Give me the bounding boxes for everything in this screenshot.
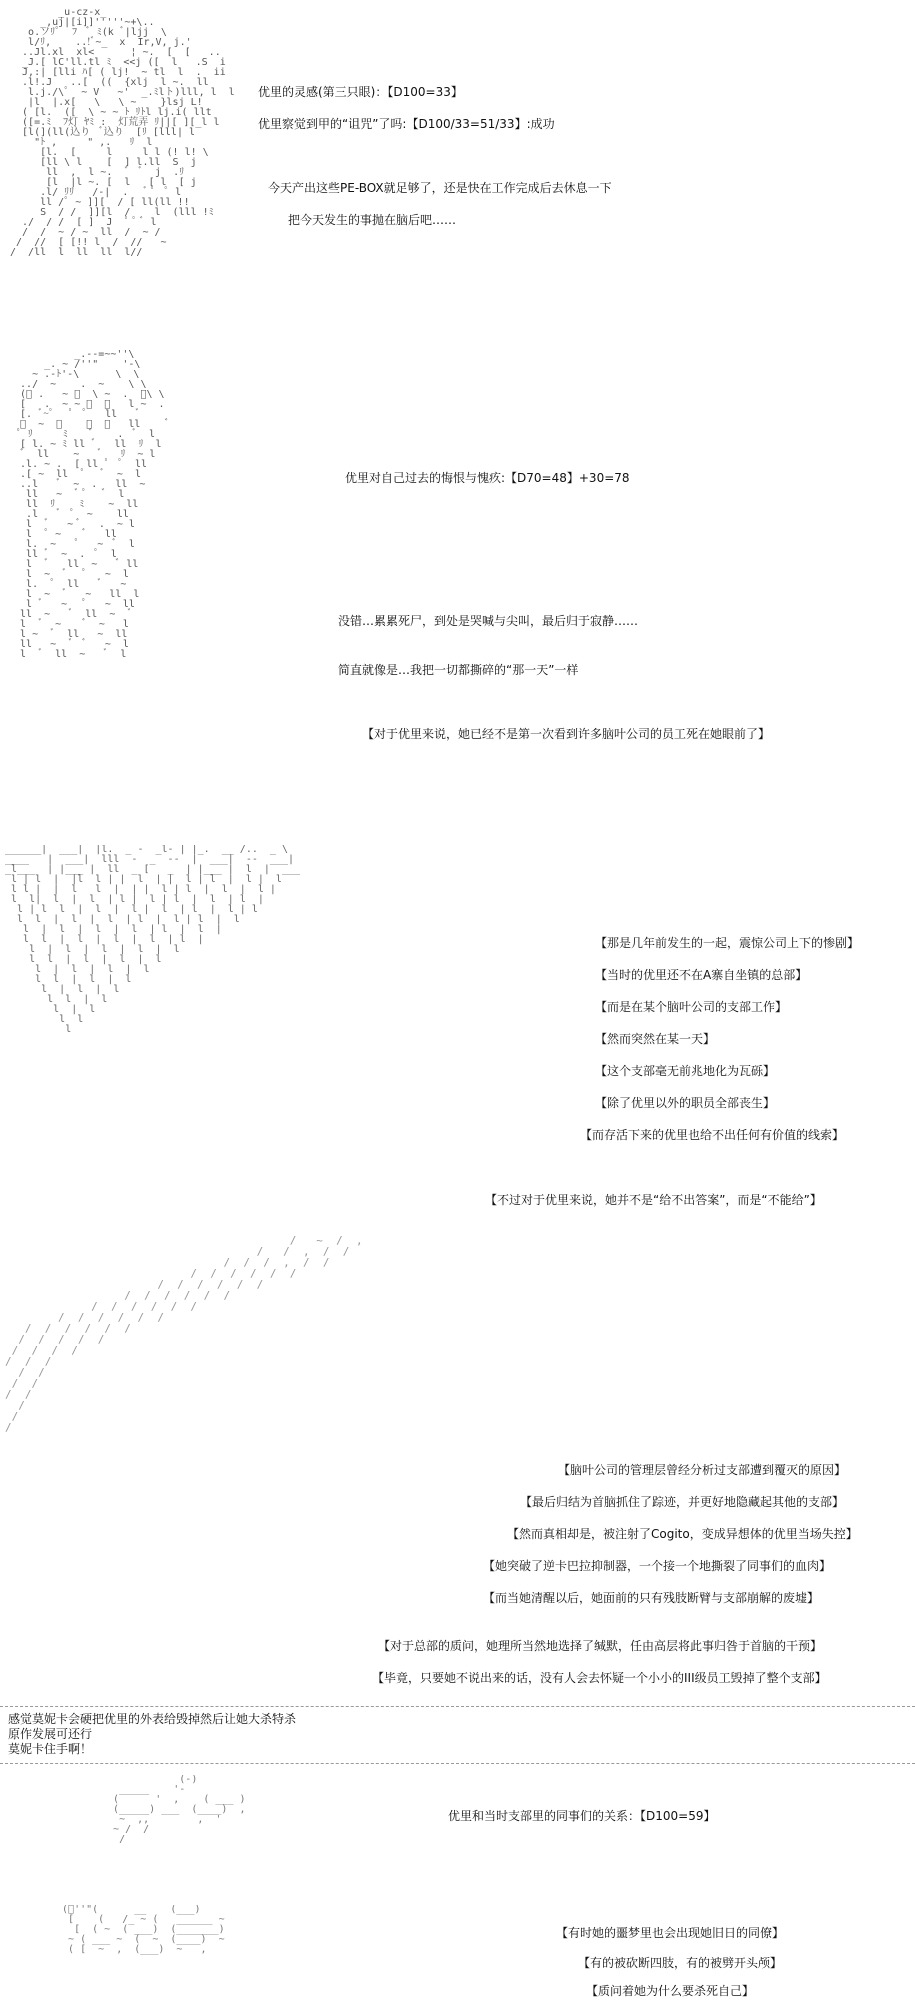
ascii-art-colleagues: (-) _____ '- ( ' , ( ___ ) (_____) ___ (____) , ~ ,, , ' ~ / / / <box>113 1775 246 1845</box>
caption-branch: 【而是在某个脑叶公司的支部工作】 <box>595 1000 788 1014</box>
comment-line-3: 莫妮卡住手啊！ <box>8 1742 93 1756</box>
comment-line-1: 感觉莫妮卡会硬把优里的外表给毁掉然后让她大杀特杀 <box>8 1712 297 1726</box>
caption-relationship: 优里和当时支部里的同事们的关系：【D100=59】 <box>448 1809 716 1823</box>
caption-pe-box: 今天产出这些PE-BOX就足够了，还是快在工作完成后去休息一下 <box>268 181 612 195</box>
caption-not-hq: 【当时的优里还不在A寨自坐镇的总部】 <box>595 968 808 982</box>
caption-all-died: 【除了优里以外的职员全部丧生】 <box>595 1096 776 1110</box>
caption-truth: 【然而真相却是，被注射了Cogito，变成异想体的优里当场失控】 <box>507 1527 858 1541</box>
caption-not-first-time: 【对于优里来说，她已经不是第一次看到许多脑叶公司的员工死在她眼前了】 <box>362 727 771 741</box>
caption-secret: 【毕竟，只要她不说出来的话，没有人会去怀疑一个小小的III级员工毁掉了整个支部】 <box>372 1671 827 1685</box>
ascii-art-nightmare: (ﾟ''"( __ (___) [ ( /_ ~ ( ______ ~ [ ( ~ ( ___) (_______) ~ ( ___ ~ ( ~ (____) ~ ( [ ~ , (___) ~ , <box>62 1905 225 1955</box>
caption-dismembered: 【有的被砍断四肢，有的被劈开头颅】 <box>578 1956 783 1970</box>
ascii-art-figure-1: _u-cz-x_ _,uj|[i]]'''''~+\.. o.ソﾘﾟ ﾌ ﾞ ﾐ(k ﾞ|ljj \ l/ﾘ, ..!ﾞ~_ x Ir,V, j.' ..Jl.xl xl< ¦ ~. [ [ .. _J.[ lC'll.tl ﾐ <<j ([ l .S i J,:| [lli ﾊ[ ( lj! ~ tl l . ii .l!.J ..[ (( {xlj l ~. ll l.j./\ﾟ ~ V ~' _.ﾐlト)lll, l l |l |.x[ \ \ ~ }lsj L! ( [l. ([ \ ~ ~ ﾄ ﾘﾄl lj.i( llt ([=.ﾐ ﾌ灯 ﾔﾐ : 灯荒弄 ﾘ||[ ][_l l [l(](ll(込り ﾞ込り [ﾘ [lll| l "ﾄ , " ,. ﾘ l [l. [ l l l (! l! \ [ll \ l [ ] l.ll S j ll , l ~. ﾞ ﾞ j .ﾘ [l |l ~. [ l [ l [ j .l/ ﾘﾘ /-| . ﾞ ﾟ ﾟ l ll /ﾟ ~ ]][ / [ ll(ll !! S / / ]][l / l (lll !ﾐ ./ / / [ ] J ﾟ ﾟ ﾞ l / / ~ / ~ ll / ~ / / // [ [!! l / // ~ / /ll l ll ll l// <box>10 8 235 258</box>
ascii-art-figure-2: _.--=~~''\ _. ~ /''" '-\ ~ .-ﾄ'-\ \ \ ../ ~ . ~ \ \ (ﾞ . ~ ﾞ \ ~ . ﾞ\ \ [ . ~ ~ ﾟ ﾞ l ~ . [. ﾞ~ﾟ ﾟ ﾟ ll ﾞ ﾟ ~ ﾞ ﾞ ﾞ ll ﾞ ﾟ ﾘ ﾐ ﾞ . ﾞ l [ l. ~ ﾐ ll ﾞ ll ﾘ l ﾞ ll ~ ﾞ ﾘ ~ l .l. ~ . [ ll ﾟ ﾟ ll .[ ~ ll ﾟ ﾞ ~ l ..l ﾞ ~ . ll ~ ll ~ ﾞ ﾟ ﾞ l ll ﾘ ﾐ ~ ll .l ﾞ ﾟ ~ ll l ﾞ ~ ﾞ . ~ l l ﾟ ~ ﾞ ll l. ~ ﾟ ~ ﾞ l ll ﾞ ~ . ﾟ l l ﾞ ll ~ ﾞ ll l ~ ﾞ ﾟ ~ l l. ﾟ ll ﾞ ~ l ~ ﾞ ~ ll l l ﾞ ~ ﾟ ~ ll ll ~ ﾞ ll ~ ﾞ l ﾞ ~ ﾞ ~ l l ~ ﾞ ll ~ ll ll ~ ﾞ ﾞ ~ l l ﾞ ll ~ ﾞ l <box>14 350 170 660</box>
caption-cannot-give: 【不过对于优里来说，她并不是“给不出答案”，而是“不能给”】 <box>485 1193 822 1207</box>
caption-breakthrough: 【她突破了逆卡巴拉抑制器，一个接一个地撕裂了同事们的血肉】 <box>483 1559 832 1573</box>
divider-bottom <box>0 1763 915 1764</box>
ascii-art-claw-slash: / ~ / , / / , / / / / / , / / / / / / / / / / / / / / / / / / / / / / / / / / / / / / / / / / / / / / / / / / / / / / / / / / / / / / / / / / / <box>5 1235 363 1434</box>
caption-question: 【质问着她为什么要杀死自己】 <box>586 1984 755 1998</box>
divider-top <box>0 1706 915 1707</box>
caption-analysis: 【脑叶公司的管理层曾经分析过支部遭到覆灭的原因】 <box>558 1463 847 1477</box>
caption-nightmare: 【有时她的噩梦里也会出现她旧日的同僚】 <box>556 1926 785 1940</box>
caption-corpses: 没错…累累死尸，到处是哭喊与尖叫，最后归于寂静…… <box>338 614 639 628</box>
caption-tragedy: 【那是几年前发生的一起，震惊公司上下的惨剧】 <box>595 936 860 950</box>
comment-line-2: 原作发展可还行 <box>8 1727 93 1741</box>
caption-rubble: 【这个支部毫无前兆地化为瓦砾】 <box>595 1064 776 1078</box>
caption-no-clue: 【而存活下来的优里也给不出任何有价值的线索】 <box>580 1128 845 1142</box>
caption-notice-check: 优里察觉到甲的“诅咒”了吗:【D100/33=51/33】:成功 <box>258 117 555 131</box>
caption-one-day: 【然而突然在某一天】 <box>595 1032 716 1046</box>
ascii-art-ruins: ______| ___| |l. _ - _l- | |_. __ /.. _ \ ____ | ___| lll - _ -- | ___| -- ___| _l___ | |___ | ll _ [ _ | |___ | l | ___ l | l | |l l | | l | | l | l | l | l l l | | l l | | | l | l | l | l | l l| l | l | l | l | l | l | l | l | l l | l | l | l | l | l | l l l | l | l | l | l | l | l l | l | l | l | l | l | l l | l | l | l | l | l | l | l | l | l l l | l | l | l l | l | l | l l l | l | l l | l | l l l | l l | l l l l <box>5 845 301 1035</box>
caption-insight: 优里的灵感(第三只眼)：【D100=33】 <box>258 85 463 99</box>
caption-forget: 把今天发生的事抛在脑后吧…… <box>288 213 457 227</box>
caption-regret-roll: 优里对自己过去的悔恨与愧疚:【D70=48】+30=78 <box>345 471 630 485</box>
caption-that-day: 简直就像是…我把一切都撕碎的“那一天”一样 <box>338 663 579 677</box>
caption-conclusion: 【最后归结为首脑抓住了踪迹，并更好地隐藏起其他的支部】 <box>520 1495 845 1509</box>
caption-awake: 【而当她清醒以后，她面前的只有残肢断臂与支部崩解的废墟】 <box>483 1591 820 1605</box>
caption-silence: 【对于总部的质问，她理所当然地选择了缄默，任由高层将此事归咎于首脑的干预】 <box>378 1639 823 1653</box>
